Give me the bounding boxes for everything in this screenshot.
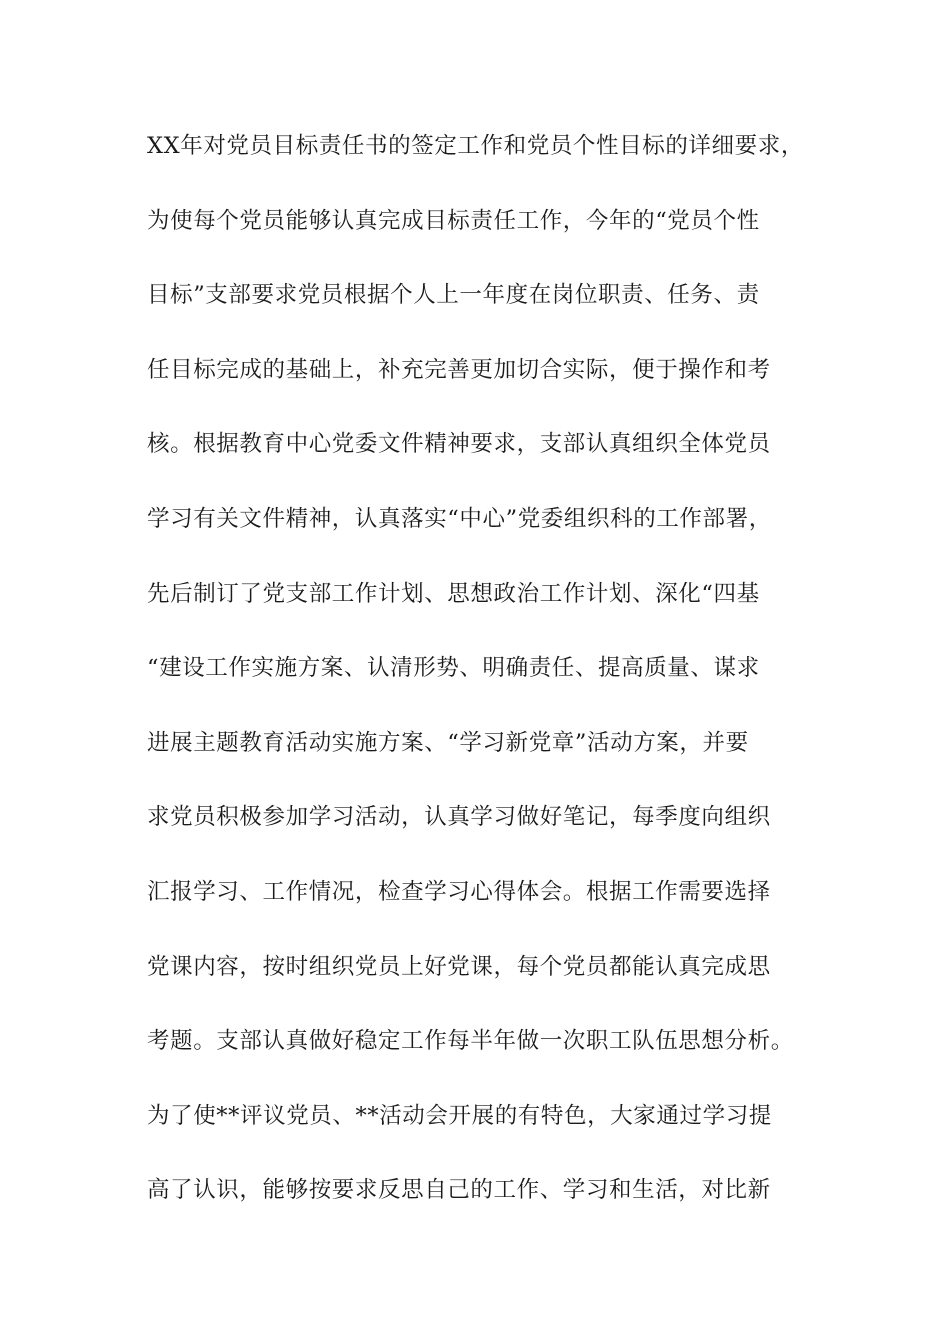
text-line: 为使每个党员能够认真完成目标责任工作，今年的“党员个性 (147, 207, 760, 234)
text-line: 汇报学习、工作情况，检查学习心得体会。根据工作需要选择 (147, 878, 771, 905)
text-line: 目标”支部要求党员根据个人上一年度在岗位职责、任务、责 (147, 282, 760, 309)
text-line: 进展主题教育活动实施方案、“学习新党章”活动方案，并要 (147, 729, 749, 756)
text-line: 为了使**评议党员、**活动会开展的有特色，大家通过学习提 (147, 1102, 772, 1129)
text-line: 任目标完成的基础上，补充完善更加切合实际，便于操作和考 (147, 356, 771, 383)
text-line: 考题。支部认真做好稳定工作每半年做一次职工队伍思想分析。 (147, 1028, 794, 1055)
text-line: 核。根据教育中心党委文件精神要求，支部认真组织全体党员 (147, 431, 771, 458)
text-line: 高了认识，能够按要求反思自己的工作、学习和生活，对比新 (147, 1177, 771, 1204)
text-line: 先后制订了党支部工作计划、思想政治工作计划、深化“四基 (147, 580, 760, 607)
text-line: 党课内容，按时组织党员上好党课，每个党员都能认真完成思 (147, 953, 771, 980)
body-text (147, 134, 827, 1253)
text-line: 求党员积极参加学习活动，认真学习做好笔记，每季度向组织 (147, 804, 771, 831)
text-line: 学习有关文件精神，认真落实“中心”党委组织科的工作部署， (147, 505, 772, 532)
text-line: XX年对党员目标责任书的签定工作和党员个性目标的详细要求， (147, 133, 804, 159)
text-line: “建设工作实施方案、认清形势、明确责任、提高质量、谋求 (147, 655, 760, 682)
